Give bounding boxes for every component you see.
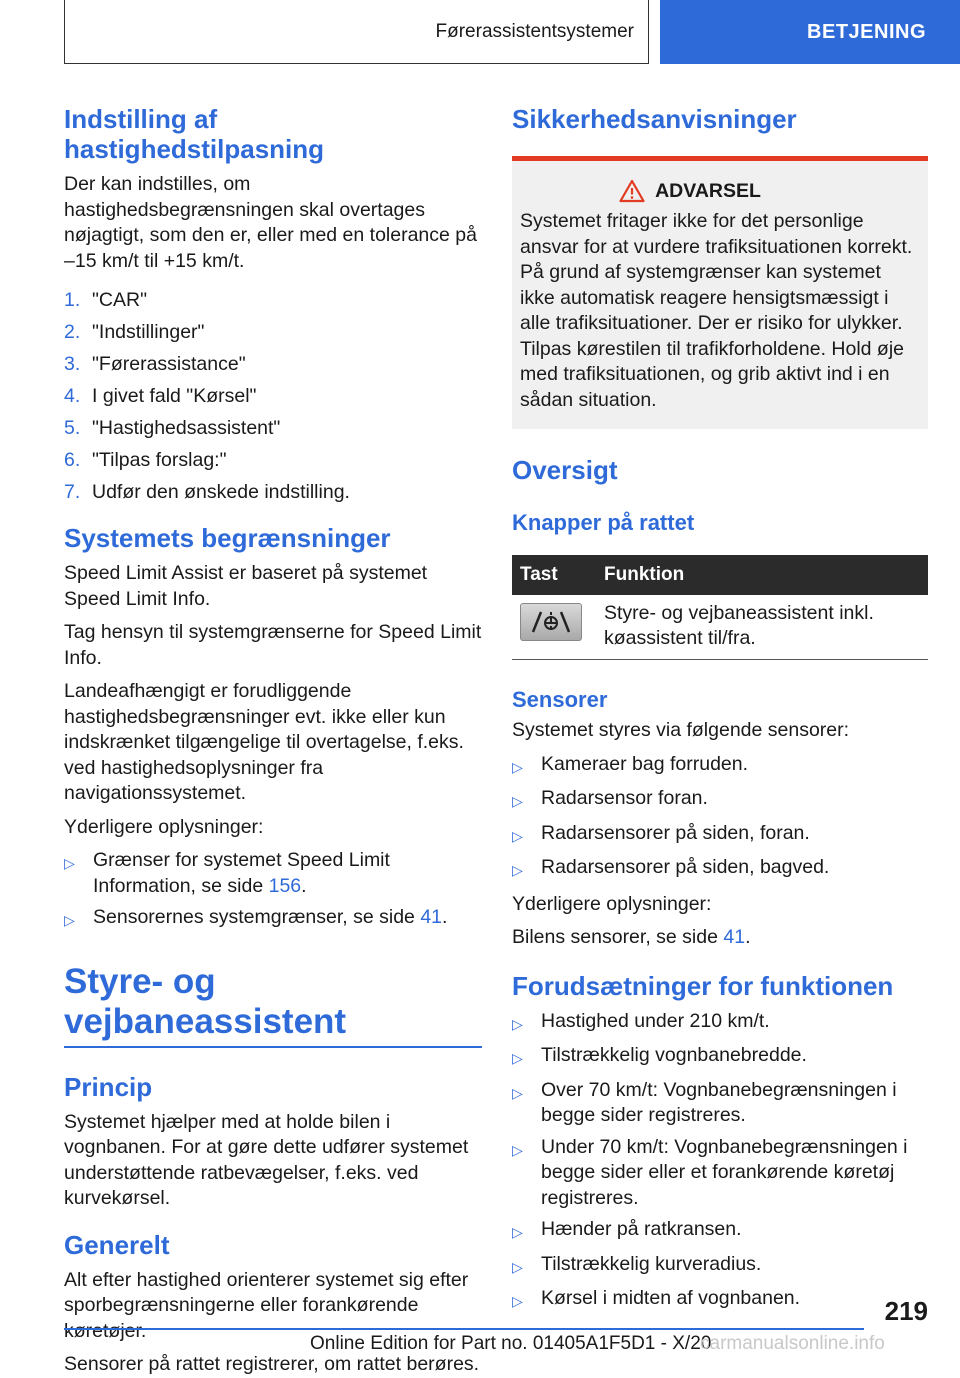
list-item: 7. Udfør den ønskede indstilling. [64, 481, 350, 503]
list-item: ▷ Hastighed under 210 km/t. [512, 1009, 928, 1038]
warning-triangle-icon [619, 179, 645, 203]
right-column [512, 104, 928, 1321]
paragraph: Der kan indstilles, om hastighedsbegrænsningen skal overtages nøjagtigt, som den er, eller med en tolerance på –15 km/t til +15 km/t. [64, 173, 477, 272]
paragraph: Sensorer på rattet registrerer, om rattet berøres. [64, 1353, 480, 1375]
column-header-key: Tast [512, 555, 596, 595]
list-item: ▷ Over 70 km/t: Vognbanebegrænsningen i begge sider registreres. [512, 1078, 928, 1129]
list-item: ▷ Grænser for systemet Speed Limit Information, se side 156. [64, 848, 482, 899]
list-item: ▷ Sensorernes systemgrænser, se side 41. [64, 905, 482, 934]
warning-body: Systemet fritager ikke for det personlige ansvar for at vurdere trafiksituationen korrekt. På grund af systemgrænser kan systemet ikke automatisk reagere hensigtsmæssigt i alle trafiksituationer. Der er risiko for ulykker. Tilpas kørestilen til trafikforholdene. Hold øje med trafiksituationen, og grib aktivt ind i en sådan situation. [520, 210, 913, 411]
sensor-list [512, 752, 928, 884]
key-cell [512, 595, 596, 660]
page-link[interactable]: 41 [420, 906, 443, 928]
list-item: 3. "Førerassistance" [64, 353, 246, 375]
header-chapter: BETJENING [660, 0, 960, 64]
heading-prerequisites: Forudsætninger for funktionen [512, 970, 894, 1001]
triangle-bullet-icon: ▷ [64, 855, 75, 871]
paragraph: Tag hensyn til systemgrænserne for Speed Limit Info. [64, 621, 482, 669]
list-item: ▷ Under 70 km/t: Vognbanebegrænsningen i begge sider eller et forankørende køretøj registreres. [512, 1135, 928, 1212]
paragraph: Yderligere oplysninger: [64, 815, 264, 838]
list-item: 2. "Indstillinger" [64, 321, 205, 343]
heading-steering-buttons: Knapper på rattet [512, 510, 695, 535]
list-item: ▷ Kørsel i midten af vognbanen. [512, 1286, 928, 1315]
list-item: 1. "CAR" [64, 289, 148, 311]
paragraph: Speed Limit Assist er baseret på systemet Speed Limit Info. [64, 562, 428, 610]
heading-system-limits: Systemets begrænsninger [64, 523, 391, 553]
watermark: carmanualsonline.info [700, 1333, 885, 1354]
triangle-bullet-icon: ▷ [512, 1050, 523, 1066]
heading-lane-assistant: Styre- og vejbaneassistent [64, 961, 347, 1041]
triangle-bullet-icon: ▷ [512, 1015, 523, 1032]
list-item: ▷ Radarsensor foran. [512, 786, 928, 815]
list-item: ▷ Tilstrækkelig kurveradius. [512, 1252, 928, 1281]
list-item: ▷ Radarsensorer på siden, bagved. [512, 855, 928, 884]
lane-assist-icon [520, 603, 582, 641]
heading-sensors: Sensorer [512, 687, 608, 712]
heading-principle: Princip [64, 1071, 153, 1102]
page-link[interactable]: 156 [268, 874, 302, 897]
list-item: 6. "Tilpas forslag:" [64, 449, 227, 471]
function-cell: Styre- og vejbaneassistent inkl. køassistent til/fra. [596, 595, 928, 660]
edition-text: Online Edition for Part no. 01405A1F5D1 - X/20 [310, 1333, 712, 1354]
paragraph: Bilens sensorer, se side 41. [512, 926, 751, 948]
triangle-bullet-icon: ▷ [512, 1141, 523, 1158]
paragraph: Landeafhængigt er forudliggende hastighedsbegrænsninger evt. ikke eller kun indskrænket tilgængelige til overtagelse, f.eks. ved hastighedsoplysninger fra navigationssystemet. [64, 680, 464, 804]
paragraph: Alt efter hastighed orienterer systemet sig efter sporbegrænsningerne eller forankørende køretøjer. [64, 1268, 469, 1342]
triangle-bullet-icon: ▷ [512, 827, 523, 844]
paragraph: Systemet styres via følgende sensorer: [512, 719, 850, 741]
paragraph: Yderligere oplysninger: [512, 892, 712, 915]
heading-speed-setting: Indstilling af hastighedstilpasning [64, 104, 325, 164]
more-info-list [64, 848, 482, 934]
heading-safety: Sikkerhedsanvisninger [512, 104, 797, 134]
triangle-bullet-icon: ▷ [512, 862, 523, 878]
list-item: ▷ Kameraer bag forruden. [512, 752, 928, 781]
column-header-function: Funktion [596, 555, 928, 595]
button-table [512, 555, 928, 660]
triangle-bullet-icon: ▷ [512, 793, 523, 809]
prerequisite-list [512, 1009, 928, 1315]
heading-overview: Oversigt [512, 455, 618, 485]
triangle-bullet-icon: ▷ [512, 1224, 523, 1240]
triangle-bullet-icon: ▷ [64, 912, 75, 928]
paragraph: Systemet hjælper med at holde bilen i vognbanen. For at gøre dette udfører systemet understøttende ratbevægelser, f.eks. ved kurvekørsel. [64, 1110, 469, 1209]
list-item: 4. I givet fald "Kørsel" [64, 385, 257, 407]
list-item: ▷ Radarsensorer på siden, foran. [512, 821, 928, 850]
list-item: 5. "Hastighedsassistent" [64, 417, 281, 439]
setting-steps [64, 288, 482, 505]
footer-divider [64, 1328, 864, 1330]
page-number: 219 [884, 1296, 928, 1326]
main-heading-block [64, 962, 482, 1048]
heading-general: Generelt [64, 1229, 170, 1260]
warning-title: ADVARSEL [460, 179, 920, 203]
triangle-bullet-icon: ▷ [512, 1258, 523, 1275]
left-column [64, 104, 482, 1378]
warning-box [512, 156, 928, 429]
page-link[interactable]: 41 [723, 926, 746, 948]
table-row [512, 595, 928, 660]
list-item: ▷ Tilstrækkelig vognbanebredde. [512, 1043, 928, 1072]
list-item: ▷ Hænder på ratkransen. [512, 1217, 928, 1246]
triangle-bullet-icon: ▷ [512, 1293, 523, 1309]
triangle-bullet-icon: ▷ [512, 1084, 523, 1101]
triangle-bullet-icon: ▷ [512, 758, 523, 775]
header-section: Førerassistentsystemer [64, 0, 649, 64]
